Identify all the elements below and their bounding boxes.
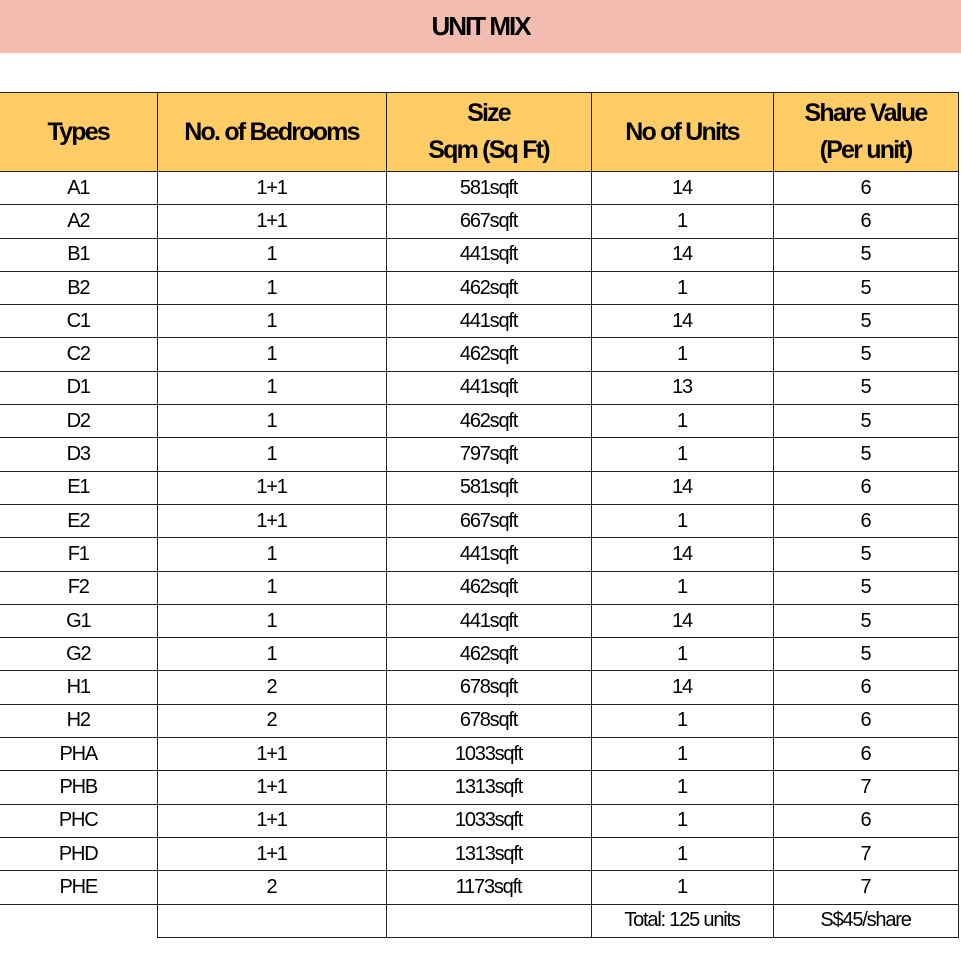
cell-units: 1 [591, 638, 773, 671]
cell-type: B2 [0, 271, 157, 304]
table-row [0, 871, 958, 904]
cell-bedrooms: 1 [157, 571, 386, 604]
cell-type: H2 [0, 704, 157, 737]
cell-type: F1 [0, 538, 157, 571]
cell-units: 1 [591, 504, 773, 537]
cell-bedrooms: 1 [157, 271, 386, 304]
cell-bedrooms: 1+1 [157, 471, 386, 504]
cell-units: 1 [591, 338, 773, 371]
cell-units: 14 [591, 238, 773, 271]
cell-share: 5 [773, 638, 958, 671]
table-row [0, 405, 958, 438]
total-empty-size [386, 904, 591, 937]
unit-mix-table [0, 92, 959, 938]
cell-units: 14 [591, 471, 773, 504]
page-title: UNIT MIX [431, 11, 530, 41]
cell-type: PHB [0, 771, 157, 804]
cell-share: 6 [773, 205, 958, 238]
cell-bedrooms: 1+1 [157, 837, 386, 870]
cell-size: 462sqft [386, 271, 591, 304]
table-row [0, 438, 958, 471]
cell-units: 1 [591, 271, 773, 304]
cell-share: 6 [773, 738, 958, 771]
cell-size: 1033sqft [386, 738, 591, 771]
cell-type: PHA [0, 738, 157, 771]
cell-share: 5 [773, 238, 958, 271]
cell-type: B1 [0, 238, 157, 271]
cell-type: PHC [0, 804, 157, 837]
cell-share: 6 [773, 471, 958, 504]
cell-units: 1 [591, 771, 773, 804]
cell-units: 1 [591, 704, 773, 737]
total-empty-type [0, 904, 157, 937]
cell-type: A1 [0, 172, 157, 205]
cell-share: 5 [773, 438, 958, 471]
header-units: No of Units [591, 93, 773, 172]
cell-share: 6 [773, 704, 958, 737]
cell-share: 6 [773, 504, 958, 537]
cell-units: 1 [591, 571, 773, 604]
cell-size: 441sqft [386, 538, 591, 571]
cell-units: 14 [591, 604, 773, 637]
table-row [0, 271, 958, 304]
cell-size: 441sqft [386, 238, 591, 271]
cell-share: 5 [773, 538, 958, 571]
cell-type: G2 [0, 638, 157, 671]
cell-bedrooms: 1+1 [157, 804, 386, 837]
cell-type: G1 [0, 604, 157, 637]
cell-type: C2 [0, 338, 157, 371]
header-bedrooms: No. of Bedrooms [157, 93, 386, 172]
cell-share: 7 [773, 771, 958, 804]
cell-bedrooms: 1 [157, 305, 386, 338]
cell-units: 1 [591, 738, 773, 771]
cell-type: D2 [0, 405, 157, 438]
cell-size: 667sqft [386, 504, 591, 537]
table-row [0, 837, 958, 870]
cell-units: 1 [591, 205, 773, 238]
total-share: S$45/share [773, 904, 958, 937]
cell-units: 13 [591, 371, 773, 404]
cell-size: 1313sqft [386, 771, 591, 804]
unit-mix-title [0, 0, 961, 53]
cell-type: E1 [0, 471, 157, 504]
cell-bedrooms: 1 [157, 238, 386, 271]
cell-share: 5 [773, 405, 958, 438]
cell-bedrooms: 1+1 [157, 172, 386, 205]
cell-size: 1313sqft [386, 837, 591, 870]
cell-bedrooms: 2 [157, 871, 386, 904]
cell-units: 14 [591, 538, 773, 571]
table-row [0, 738, 958, 771]
cell-bedrooms: 1+1 [157, 504, 386, 537]
cell-bedrooms: 1+1 [157, 771, 386, 804]
cell-type: A2 [0, 205, 157, 238]
cell-units: 1 [591, 871, 773, 904]
cell-bedrooms: 1 [157, 538, 386, 571]
cell-units: 1 [591, 804, 773, 837]
table-header-row [0, 93, 958, 172]
table-row [0, 804, 958, 837]
cell-bedrooms: 1 [157, 371, 386, 404]
total-empty-bedrooms [157, 904, 386, 937]
cell-bedrooms: 1+1 [157, 738, 386, 771]
cell-type: F2 [0, 571, 157, 604]
cell-bedrooms: 1+1 [157, 205, 386, 238]
cell-share: 6 [773, 671, 958, 704]
table-row [0, 638, 958, 671]
cell-type: E2 [0, 504, 157, 537]
cell-share: 7 [773, 871, 958, 904]
cell-type: C1 [0, 305, 157, 338]
cell-size: 667sqft [386, 205, 591, 238]
cell-bedrooms: 2 [157, 671, 386, 704]
cell-units: 14 [591, 671, 773, 704]
cell-size: 1033sqft [386, 804, 591, 837]
cell-type: PHE [0, 871, 157, 904]
total-units: Total: 125 units [591, 904, 773, 937]
cell-size: 462sqft [386, 338, 591, 371]
cell-size: 462sqft [386, 405, 591, 438]
cell-size: 1173sqft [386, 871, 591, 904]
table-row [0, 338, 958, 371]
cell-bedrooms: 1 [157, 338, 386, 371]
cell-size: 441sqft [386, 371, 591, 404]
table-row [0, 704, 958, 737]
cell-size: 462sqft [386, 638, 591, 671]
cell-share: 6 [773, 172, 958, 205]
cell-share: 5 [773, 305, 958, 338]
cell-size: 678sqft [386, 671, 591, 704]
table-row [0, 538, 958, 571]
cell-bedrooms: 1 [157, 405, 386, 438]
cell-share: 5 [773, 604, 958, 637]
table-row [0, 504, 958, 537]
cell-bedrooms: 1 [157, 438, 386, 471]
table-row [0, 172, 958, 205]
cell-size: 797sqft [386, 438, 591, 471]
cell-type: PHD [0, 837, 157, 870]
header-share-line2: (Per unit) [819, 136, 912, 164]
header-size-line1: Size [467, 99, 510, 127]
cell-share: 5 [773, 338, 958, 371]
cell-type: H1 [0, 671, 157, 704]
table-row [0, 604, 958, 637]
cell-units: 1 [591, 438, 773, 471]
table-row [0, 671, 958, 704]
cell-size: 678sqft [386, 704, 591, 737]
cell-units: 1 [591, 405, 773, 438]
cell-size: 462sqft [386, 571, 591, 604]
cell-type: D3 [0, 438, 157, 471]
header-share-line1: Share Value [804, 99, 927, 127]
cell-bedrooms: 1 [157, 638, 386, 671]
cell-units: 14 [591, 172, 773, 205]
cell-size: 441sqft [386, 604, 591, 637]
cell-type: D1 [0, 371, 157, 404]
cell-share: 5 [773, 271, 958, 304]
cell-share: 7 [773, 837, 958, 870]
header-size-line2: Sqm (Sq Ft) [428, 136, 549, 164]
table-row [0, 471, 958, 504]
cell-bedrooms: 2 [157, 704, 386, 737]
table-row [0, 771, 958, 804]
cell-bedrooms: 1 [157, 604, 386, 637]
cell-share: 5 [773, 571, 958, 604]
table-row [0, 305, 958, 338]
cell-size: 581sqft [386, 172, 591, 205]
cell-size: 581sqft [386, 471, 591, 504]
header-size [386, 93, 591, 172]
cell-share: 5 [773, 371, 958, 404]
cell-size: 441sqft [386, 305, 591, 338]
table-row [0, 371, 958, 404]
cell-units: 14 [591, 305, 773, 338]
table-row [0, 205, 958, 238]
total-row [0, 904, 958, 937]
table-row [0, 238, 958, 271]
header-types: Types [0, 93, 157, 172]
cell-share: 6 [773, 804, 958, 837]
table-row [0, 571, 958, 604]
cell-units: 1 [591, 837, 773, 870]
table-body [0, 172, 958, 938]
header-share-value [773, 93, 958, 172]
